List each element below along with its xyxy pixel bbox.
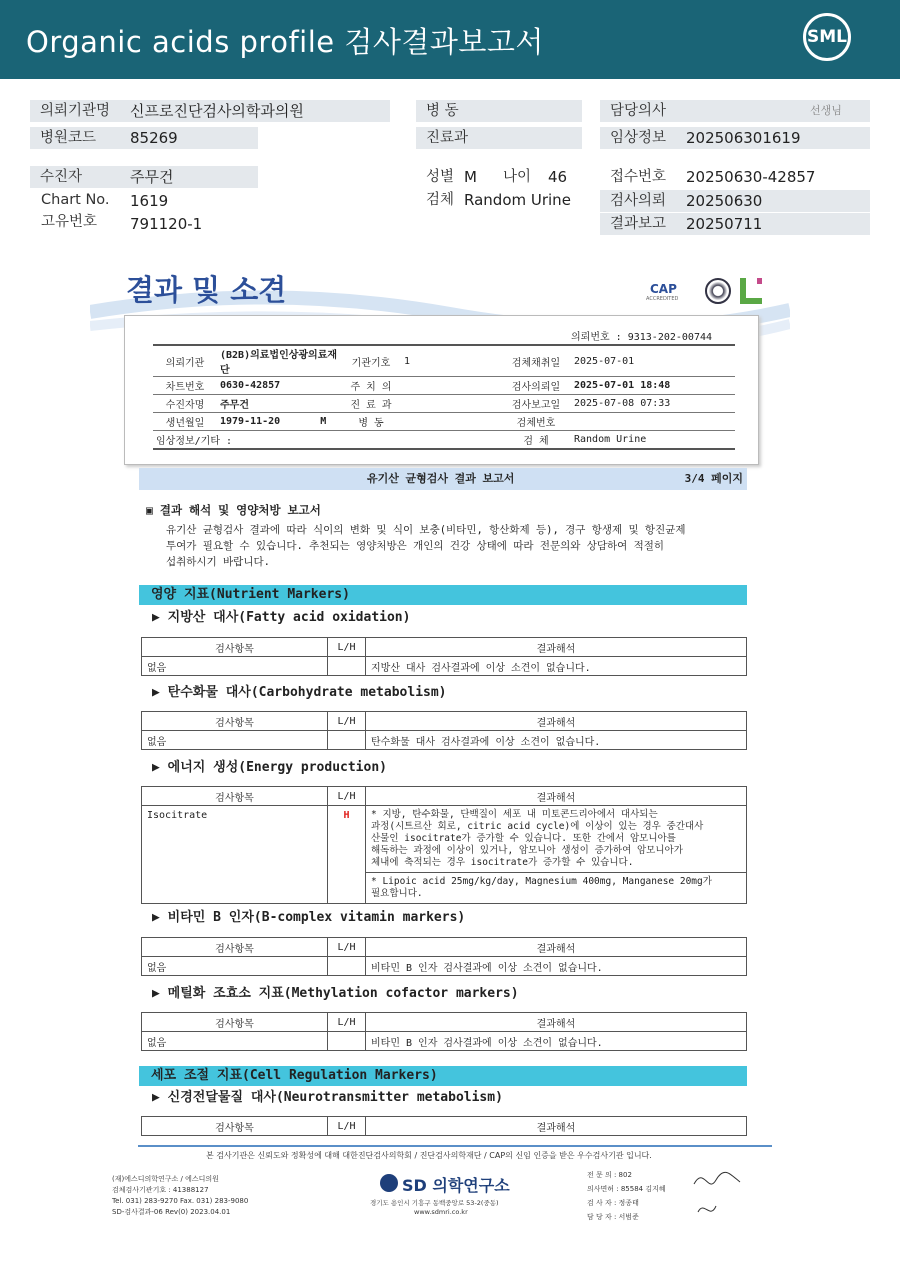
- col-item: 검사항목: [142, 1013, 328, 1032]
- result-cell: 지방산 대사 검사결과에 이상 소견이 없습니다.: [366, 657, 747, 676]
- table-row: [142, 806, 747, 873]
- req-org-value: 신프로진단검사의학과의원: [130, 102, 304, 120]
- grid-value: [401, 413, 501, 431]
- item-cell: 없음: [142, 731, 328, 750]
- req-org-label: 의뢰기관명: [40, 103, 111, 119]
- col-item: 검사항목: [142, 787, 328, 806]
- footer-line: SD-검사결과-06 Rev(0) 2023.04.01: [112, 1208, 231, 1216]
- interp-line: 섭취하시기 바랍니다.: [166, 556, 270, 568]
- col-lh: L/H: [328, 712, 366, 731]
- grid-label: 생년월일: [153, 413, 217, 431]
- result-cell: [366, 806, 747, 873]
- result-cell: 탄수화물 대사 검사결과에 이상 소견이 없습니다.: [366, 731, 747, 750]
- grid-label: 병 동: [341, 413, 401, 431]
- specimen-label: 검체: [426, 192, 455, 208]
- req-no-label: 의뢰번호 :: [571, 332, 622, 343]
- chart-label: Chart No.: [41, 192, 110, 208]
- grid-label: 검체번호: [501, 413, 571, 431]
- grid-label: 검사의뢰일: [501, 377, 571, 395]
- cap-logo: [650, 282, 677, 296]
- footer-left: [112, 1174, 248, 1218]
- result-cell: [366, 873, 747, 904]
- result-title: 결과 및 소견: [126, 273, 287, 307]
- table-vitamin-b: [141, 937, 747, 976]
- item-cell: Isocitrate: [142, 806, 328, 904]
- patient-label: 수진자: [30, 166, 258, 188]
- grid-label: 의뢰기관: [153, 345, 217, 377]
- patient-grid: [153, 344, 735, 450]
- request-value: 20250630: [686, 192, 763, 210]
- col-res: 결과해석: [366, 787, 747, 806]
- interp-text: [166, 522, 686, 570]
- hosp-code-label: 병원코드: [30, 127, 258, 149]
- result-line: * Lipoic acid 25mg/kg/day, Magnesium 400mg, Manganese 20mg가: [371, 876, 712, 887]
- col-item: 검사항목: [142, 638, 328, 657]
- grid-value: [401, 395, 501, 413]
- col-lh: L/H: [328, 638, 366, 657]
- grid-value: 1: [401, 345, 501, 377]
- col-res: 결과해석: [366, 1117, 747, 1136]
- clinical-label: 임상정보: [600, 127, 870, 149]
- request-label: 검사의뢰: [600, 190, 870, 212]
- col-res: 결과해석: [366, 638, 747, 657]
- signer-line: 전 문 의 : 802: [587, 1171, 632, 1179]
- hosp-code-value: 85269: [130, 129, 178, 147]
- age-label: 나이: [503, 169, 532, 185]
- grid-label: 기관기호: [341, 345, 401, 377]
- grid-value: 2025-07-08 07:33: [571, 395, 735, 413]
- grid-label: 주 치 의: [341, 377, 401, 395]
- result-line: 과정(시트르산 회로, citric acid cycle)에 이상이 있는 경우 중간대사: [371, 821, 704, 832]
- cap-sub: ACCREDITED: [646, 296, 679, 302]
- receipt-value: 20250630-42857: [686, 168, 816, 186]
- specimen-value: Random Urine: [464, 191, 571, 209]
- lab-logo-dot: [757, 278, 762, 284]
- table-row: [142, 731, 747, 750]
- grid-label: 수진자명: [153, 395, 217, 413]
- col-item: 검사항목: [142, 1117, 328, 1136]
- section-vitamin-b: ▶ 비타민 B 인자(B-complex vitamin markers): [152, 910, 466, 925]
- table-row: [142, 1032, 747, 1051]
- patient-box: [124, 315, 759, 465]
- col-lh: L/H: [328, 1117, 366, 1136]
- grid-value: 2025-07-01 18:48: [571, 377, 735, 395]
- col-res: 결과해석: [366, 938, 747, 957]
- scanned-report: [90, 252, 790, 1252]
- result-cell: 비타민 B 인자 검사결과에 이상 소견이 없습니다.: [366, 957, 747, 976]
- report-title: 유기산 균형검사 결과 보고서: [367, 472, 515, 485]
- age-value: 46: [548, 168, 568, 186]
- cell-regulation-bar: 세포 조절 지표(Cell Regulation Markers): [139, 1066, 747, 1086]
- grid-label: 임상정보/기타 :: [153, 431, 501, 449]
- report-label: 결과보고: [600, 213, 870, 235]
- table-energy: [141, 786, 747, 904]
- chart-value: 1619: [130, 192, 169, 210]
- report-title-bar: [139, 468, 747, 490]
- grid-label: 차트번호: [153, 377, 217, 395]
- col-lh: L/H: [328, 787, 366, 806]
- result-line: 해독하는 과정에 이상이 있거나, 암모니아 생성이 증가하여 암모니아가: [371, 845, 683, 856]
- id-label: 고유번호: [41, 214, 98, 230]
- footer-line: (재)에스디의학연구소 / 에스디의원: [112, 1175, 219, 1183]
- item-cell: 없음: [142, 657, 328, 676]
- col-res: 결과해석: [366, 712, 747, 731]
- grid-value: [571, 413, 735, 431]
- req-no-value: 9313-202-00744: [627, 332, 713, 343]
- table-carbohydrate: [141, 711, 747, 750]
- patient-value: 주무건: [130, 168, 174, 186]
- req-no: [571, 328, 712, 343]
- grid-value: Random Urine: [571, 431, 735, 449]
- col-item: 검사항목: [142, 712, 328, 731]
- footer-line: 검체검사기관기호 : 41388127: [112, 1186, 209, 1194]
- footer-notice: 본 검사기관은 신뢰도와 정확성에 대해 대한진단검사의학회 / 진단검사의학재단 / CAP의 신임 인증을 받은 우수검사기관 입니다.: [206, 1151, 652, 1160]
- result-line: * 지방, 탄수화물, 단백질이 세포 내 미토콘드리아에서 대사되는: [371, 809, 658, 820]
- sd-address: 경기도 용인시 기흥구 동백중앙로 53-2(중동): [370, 1199, 499, 1207]
- footer-line: Tel. 031) 283-9270 Fax. 031) 283-9080: [112, 1197, 249, 1205]
- sd-website: www.sdmri.co.kr: [414, 1208, 468, 1216]
- sex-mark: M: [320, 416, 327, 427]
- flag-high: H: [328, 806, 366, 904]
- item-cell: 없음: [142, 1032, 328, 1051]
- sex-value: M: [464, 168, 477, 186]
- grid-label: 진 료 과: [341, 395, 401, 413]
- result-line: 필요합니다.: [371, 888, 423, 899]
- footer-rule: [138, 1145, 772, 1147]
- grid-label: 검체채취일: [501, 345, 571, 377]
- col-res: 결과해석: [366, 1013, 747, 1032]
- footer-signers: [587, 1168, 666, 1224]
- section-fatty-acid: ▶ 지방산 대사(Fatty acid oxidation): [152, 610, 411, 625]
- grid-value: 0630-42857: [217, 377, 341, 395]
- interp-heading: ▣ 결과 해석 및 영양처방 보고서: [146, 503, 321, 517]
- section-methylation: ▶ 메틸화 조효소 지표(Methylation cofactor markers): [152, 986, 519, 1001]
- section-neurotransmitter: ▶ 신경전달물질 대사(Neurotransmitter metabolism): [152, 1090, 503, 1105]
- nutrient-bar: 영양 지표(Nutrient Markers): [139, 585, 747, 605]
- sex-label: 성별: [426, 169, 455, 185]
- doctor-label: 담당의사: [600, 100, 870, 122]
- doctor-suffix: 선생님: [810, 104, 842, 117]
- signer-line: 의사면허 : 85584 김지혜: [587, 1185, 666, 1193]
- signer-line: 담 당 자 : 서범준: [587, 1213, 639, 1221]
- page-title: Organic acids profile 검사결과보고서: [26, 25, 544, 59]
- section-carbohydrate: ▶ 탄수화물 대사(Carbohydrate metabolism): [152, 685, 447, 700]
- signer-line: 검 사 자 : 정종태: [587, 1199, 639, 1207]
- page-number: 3/4 페이지: [684, 472, 743, 485]
- clinical-value: 202506301619: [686, 129, 801, 147]
- table-row: [142, 957, 747, 976]
- kslm-seal-icon: [705, 278, 731, 304]
- col-lh: L/H: [328, 1013, 366, 1032]
- grid-label: 검 체: [501, 431, 571, 449]
- receipt-label: 접수번호: [610, 169, 667, 185]
- report-value: 20250711: [686, 215, 763, 233]
- item-cell: 없음: [142, 957, 328, 976]
- grid-value: [401, 377, 501, 395]
- interp-line: 투여가 필요할 수 있습니다. 추천되는 영양처방은 개인의 건강 상태에 따라 전문의와 상담하여 적절히: [166, 540, 665, 552]
- dept-label: 진료과: [416, 127, 582, 149]
- grid-value: 주무건: [217, 395, 341, 413]
- id-value: 791120-1: [130, 215, 203, 233]
- birth-value: 1979-11-20: [220, 416, 281, 427]
- table-neurotransmitter: [141, 1116, 747, 1136]
- signature-scribble: [690, 1164, 750, 1224]
- result-line: 체내에 축적되는 경우 isocitrate가 증가할 수 있습니다.: [371, 857, 634, 868]
- grid-label: 검사보고일: [501, 395, 571, 413]
- sd-brand: SD 의학연구소: [402, 1176, 510, 1195]
- result-line: 산물인 isocitrate가 증가할 수 있습니다. 또한 간에서 암모니아를: [371, 833, 676, 844]
- section-energy: ▶ 에너지 생성(Energy production): [152, 760, 387, 775]
- table-fatty-acid: [141, 637, 747, 676]
- col-item: 검사항목: [142, 938, 328, 957]
- interp-line: 유기산 균형검사 결과에 따라 식이의 변화 및 식이 보충(비타민, 항산화제 등), 경구 항생제 및 항진균제: [166, 524, 686, 536]
- cap-text: CAP: [650, 282, 677, 296]
- col-lh: L/H: [328, 938, 366, 957]
- result-cell: 비타민 B 인자 검사결과에 이상 소견이 없습니다.: [366, 1032, 747, 1051]
- report-header: [0, 0, 900, 79]
- table-methylation: [141, 1012, 747, 1051]
- ward-label: 병 동: [416, 100, 582, 122]
- grid-value: (B2B)의료법인상광의료재단: [217, 345, 341, 377]
- sml-logo: SML: [803, 13, 851, 61]
- sd-logo-icon: [380, 1174, 398, 1192]
- grid-value: 2025-07-01: [571, 345, 735, 377]
- table-row: [142, 657, 747, 676]
